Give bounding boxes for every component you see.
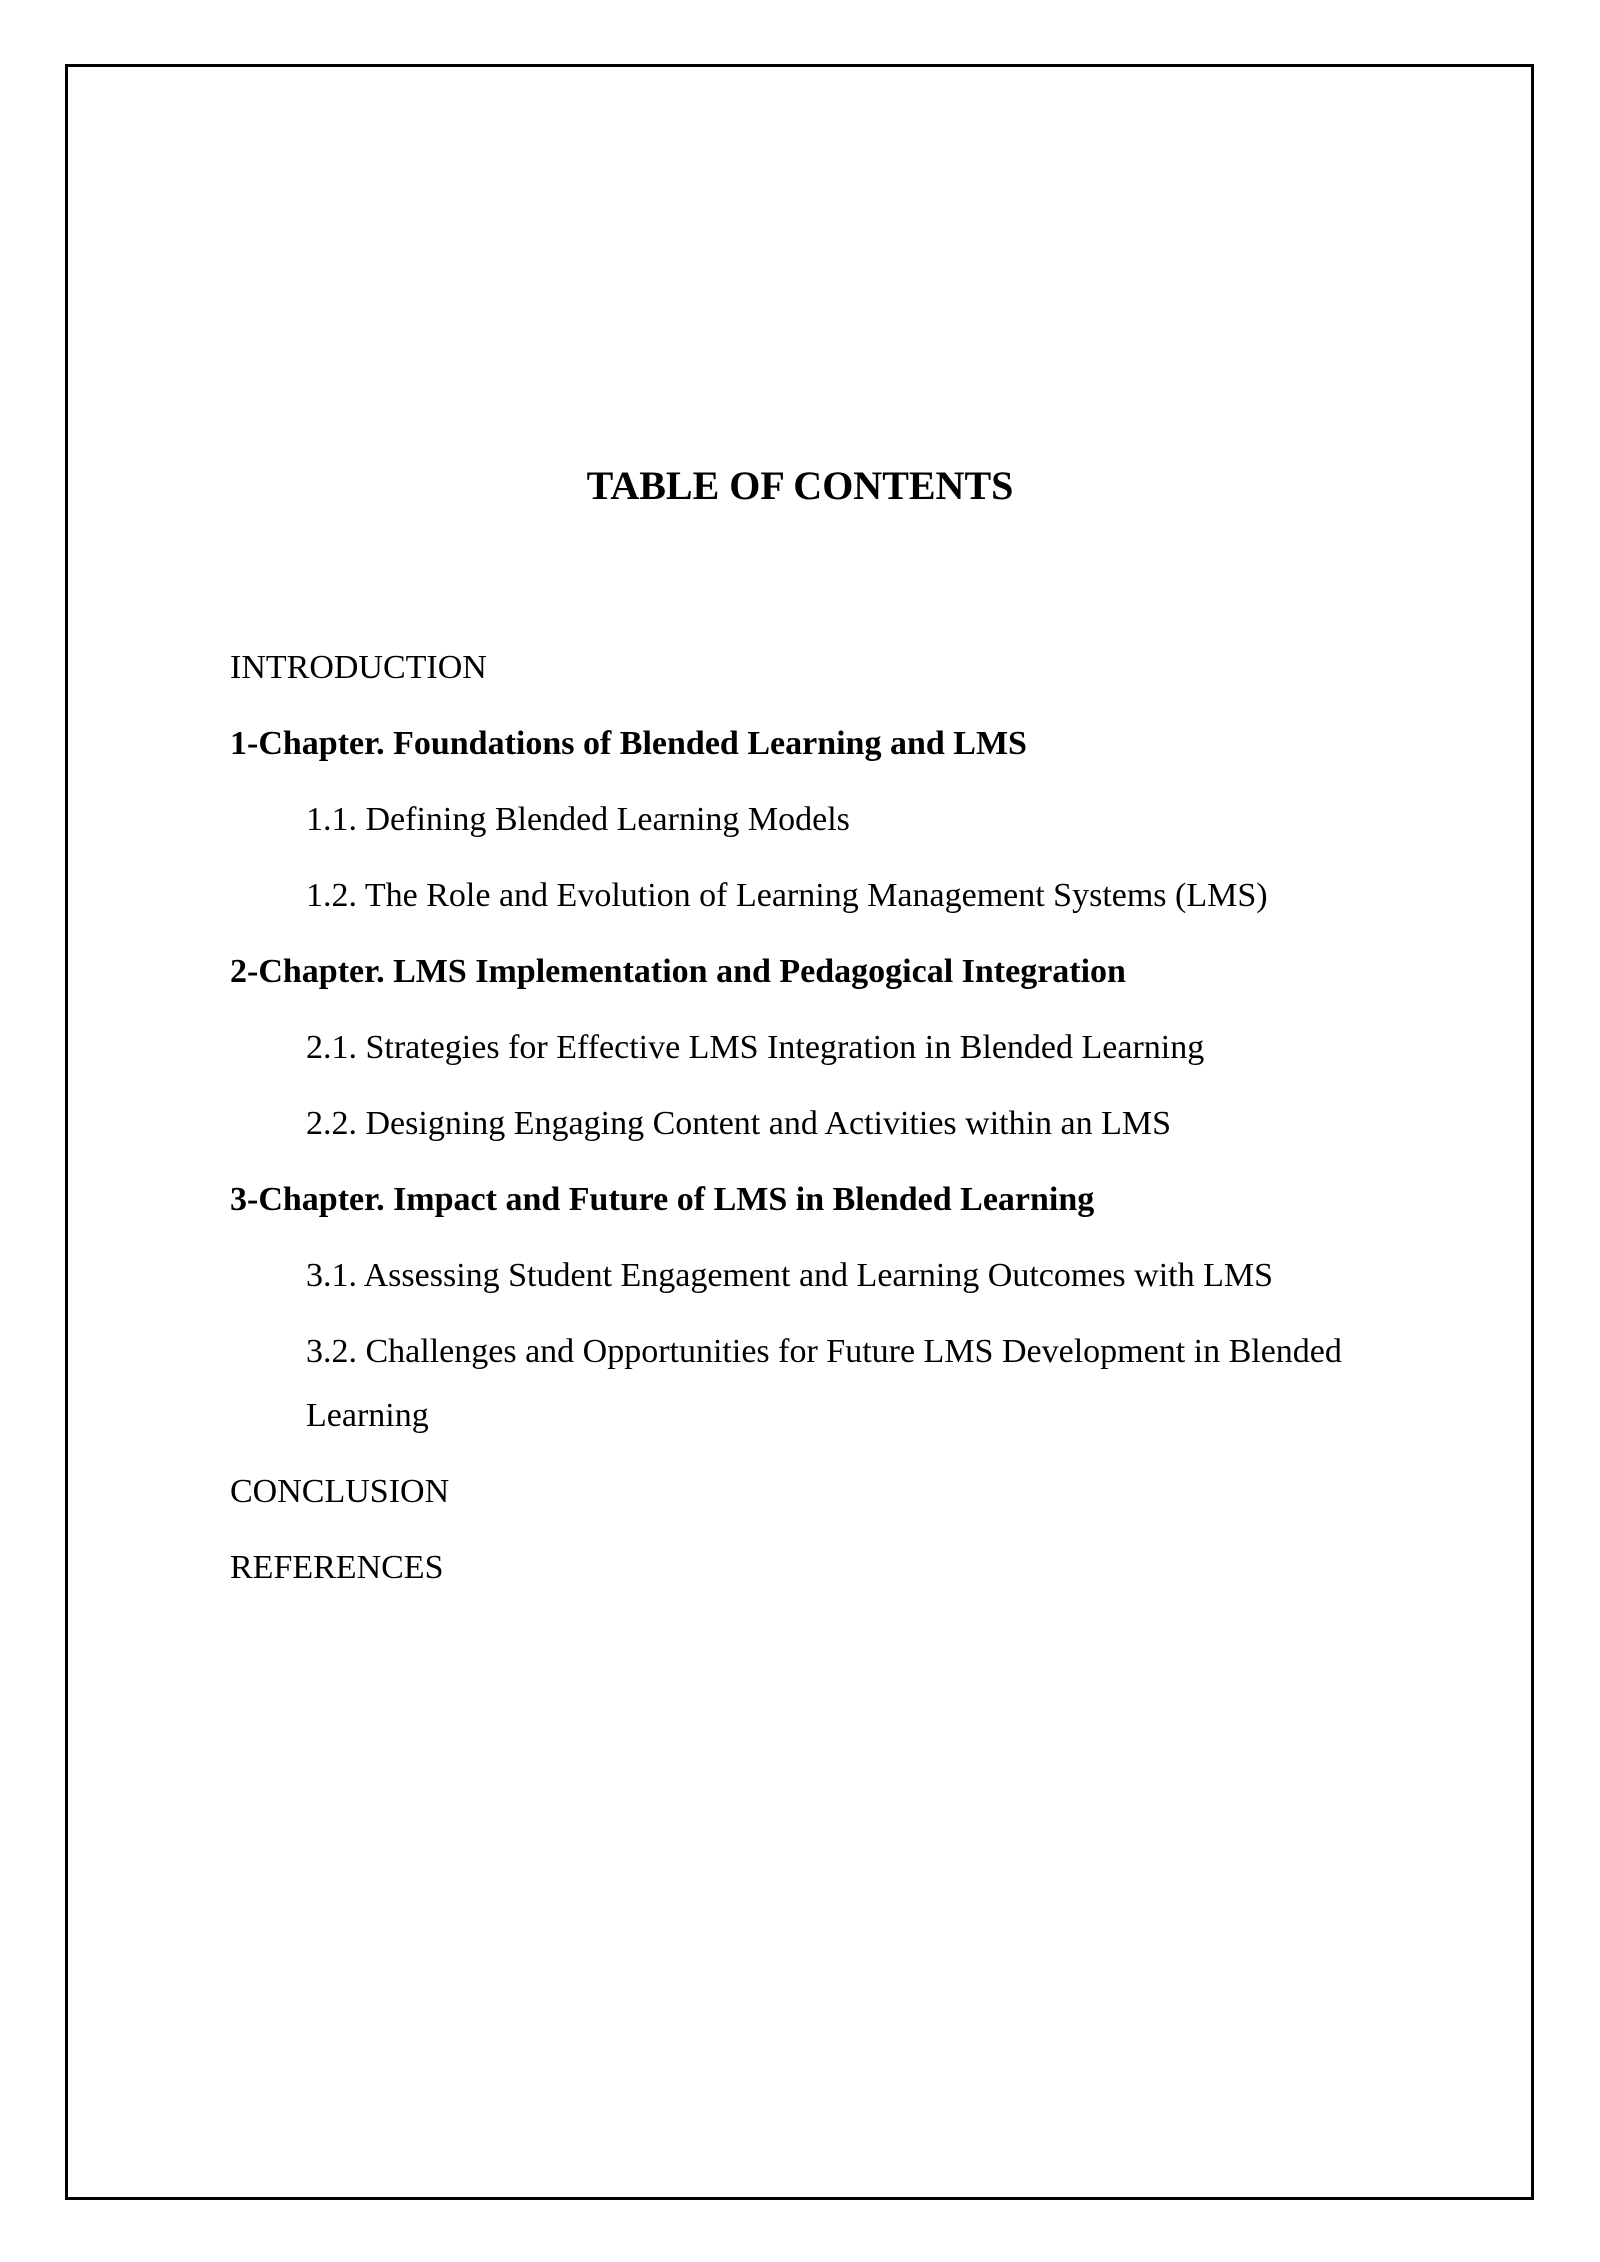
toc-entry-chapter-3[interactable]: 3-Chapter. Impact and Future of LMS in Blended Learning — [230, 1181, 1095, 1218]
toc-entry-section-1-2[interactable]: 1.2. The Role and Evolution of Learning Management Systems (LMS) — [306, 877, 1268, 914]
toc-entry-references[interactable]: REFERENCES — [230, 1549, 444, 1586]
toc-entry-section-2-1[interactable]: 2.1. Strategies for Effective LMS Integration in Blended Learning — [306, 1029, 1205, 1066]
page-title: TABLE OF CONTENTS — [586, 463, 1014, 508]
toc-entry-section-2-2[interactable]: 2.2. Designing Engaging Content and Activities within an LMS — [306, 1105, 1172, 1142]
toc-list — [230, 636, 1470, 1612]
toc-entry-chapter-2[interactable]: 2-Chapter. LMS Implementation and Pedagogical Integration — [230, 953, 1126, 990]
toc-entry-chapter-1[interactable]: 1-Chapter. Foundations of Blended Learning and LMS — [230, 725, 1027, 762]
toc-entry-conclusion[interactable]: CONCLUSION — [230, 1473, 450, 1510]
toc-entry-section-1-1[interactable]: 1.1. Defining Blended Learning Models — [306, 801, 850, 838]
toc-entry-section-3-1[interactable]: 3.1. Assessing Student Engagement and Learning Outcomes with LMS — [306, 1257, 1273, 1294]
toc-entry-section-3-2[interactable]: 3.2. Challenges and Opportunities for Future LMS Development in Blended Learning — [306, 1333, 1342, 1434]
toc-entry-introduction[interactable]: INTRODUCTION — [230, 649, 487, 686]
